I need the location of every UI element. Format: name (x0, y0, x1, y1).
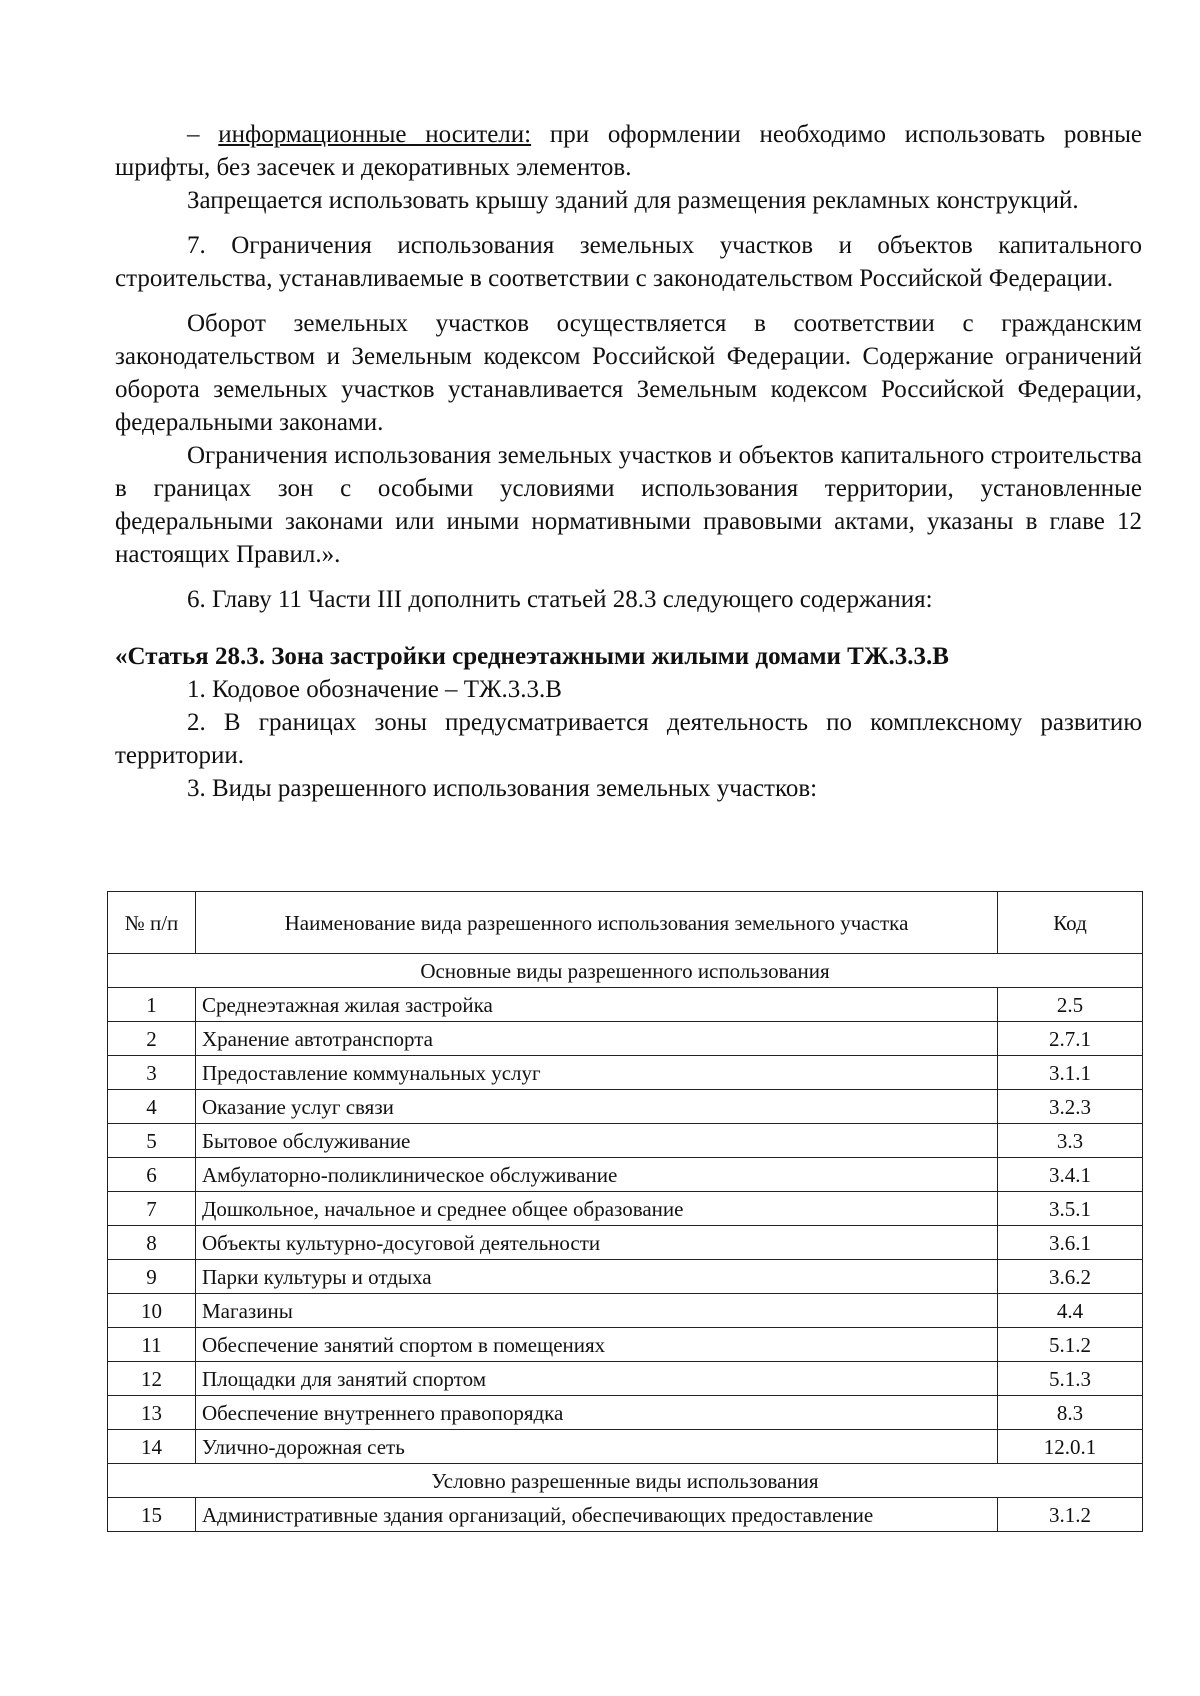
cell-number: 2 (108, 1022, 196, 1056)
cell-name: Магазины (196, 1294, 998, 1328)
roof-prohibition-paragraph: Запрещается использовать крышу зданий для размещения рекламных конструкций. (187, 187, 1079, 214)
cell-code: 3.6.1 (998, 1226, 1143, 1260)
cell-code: 2.7.1 (998, 1022, 1143, 1056)
cell-code: 3.3 (998, 1124, 1143, 1158)
table-row (108, 1294, 1143, 1328)
cell-code: 5.1.2 (998, 1328, 1143, 1362)
turnover-paragraph: Оборот земельных участков осуществляется в соответствии с гражданским законодательством и Земельным кодексом Российской Федерации. Содержание ограничений оборота земельных участков устанавливается Земельным кодексом Российской Федерации, федеральными законами. (115, 310, 1142, 436)
table-row (108, 1226, 1143, 1260)
item7-paragraph: 7. Ограничения использования земельных участков и объектов капитального строительства, устанавливаемые в соответствии с законодательством Российской Федерации. (115, 232, 1142, 292)
cell-number: 6 (108, 1158, 196, 1192)
article-title: «Статья 28.3. Зона застройки среднеэтажными жилыми домами ТЖ.3.3.В (115, 643, 949, 670)
permitted-use-intro: 3. Виды разрешенного использования земельных участков: (187, 775, 818, 802)
cell-number: 5 (108, 1124, 196, 1158)
cell-name: Амбулаторно-поликлиническое обслуживание (196, 1158, 998, 1192)
permitted-use-table (107, 891, 1143, 1532)
header-number: № п/п (108, 892, 196, 954)
cell-code: 3.5.1 (998, 1192, 1143, 1226)
cell-number: 10 (108, 1294, 196, 1328)
cell-number: 11 (108, 1328, 196, 1362)
table-row (108, 1260, 1143, 1294)
restrictions-paragraph: Ограничения использования земельных участков и объектов капитального строительства в границах зон с особыми условиями использования территории, установленные федеральными законами или иными нормативными правовыми актами, указаны в главе 12 настоящих Правил.». (115, 442, 1142, 568)
cell-code: 3.1.2 (998, 1498, 1143, 1532)
header-code: Код (998, 892, 1143, 954)
table-row (108, 988, 1143, 1022)
table-row (108, 1158, 1143, 1192)
table-row (108, 1362, 1143, 1396)
cell-name: Обеспечение внутреннего правопорядка (196, 1396, 998, 1430)
cell-number: 8 (108, 1226, 196, 1260)
cell-name: Площадки для занятий спортом (196, 1362, 998, 1396)
cell-number: 3 (108, 1056, 196, 1090)
cell-name: Объекты культурно-досуговой деятельности (196, 1226, 998, 1260)
header-name: Наименование вида разрешенного использования земельного участка (196, 892, 998, 954)
cell-name: Предоставление коммунальных услуг (196, 1056, 998, 1090)
document-body (115, 118, 1142, 805)
table-row (108, 1396, 1143, 1430)
cell-code: 12.0.1 (998, 1430, 1143, 1464)
cell-name: Дошкольное, начальное и среднее общее образование (196, 1192, 998, 1226)
table-row (108, 1192, 1143, 1226)
cell-code: 4.4 (998, 1294, 1143, 1328)
table-header-row (108, 892, 1143, 954)
section-row-conditional (108, 1464, 1143, 1498)
table-row (108, 1430, 1143, 1464)
code-designation-paragraph: 1. Кодовое обозначение – ТЖ.3.3.В (187, 676, 562, 703)
table-row (108, 1022, 1143, 1056)
cell-name: Парки культуры и отдыха (196, 1260, 998, 1294)
cell-number: 4 (108, 1090, 196, 1124)
cell-code: 2.5 (998, 988, 1143, 1022)
cell-code: 3.6.2 (998, 1260, 1143, 1294)
item6-paragraph: 6. Главу 11 Части III дополнить статьей 28.3 следующего содержания: (187, 586, 933, 613)
cell-name: Хранение автотранспорта (196, 1022, 998, 1056)
section-row-main (108, 954, 1143, 988)
cell-number: 15 (108, 1498, 196, 1532)
cell-number: 14 (108, 1430, 196, 1464)
table-row (108, 1124, 1143, 1158)
table-row (108, 1056, 1143, 1090)
cell-code: 3.1.1 (998, 1056, 1143, 1090)
table-row (108, 1328, 1143, 1362)
table-row (108, 1090, 1143, 1124)
cell-number: 13 (108, 1396, 196, 1430)
cell-name: Среднеэтажная жилая застройка (196, 988, 998, 1022)
cell-number: 9 (108, 1260, 196, 1294)
complex-development-paragraph: 2. В границах зоны предусматривается деятельность по комплексному развитию территории. (115, 709, 1142, 769)
table-row (108, 1498, 1143, 1532)
section-main-label: Основные виды разрешенного использования (108, 954, 1143, 988)
intro-underlined-term: информационные носители: (218, 121, 532, 148)
cell-number: 1 (108, 988, 196, 1022)
cell-name: Бытовое обслуживание (196, 1124, 998, 1158)
section-conditional-label: Условно разрешенные виды использования (108, 1464, 1143, 1498)
cell-name: Улично-дорожная сеть (196, 1430, 998, 1464)
cell-number: 7 (108, 1192, 196, 1226)
cell-number: 12 (108, 1362, 196, 1396)
cell-name: Административные здания организаций, обеспечивающих предоставление (196, 1498, 998, 1532)
intro-paragraph (115, 118, 1142, 184)
cell-code: 5.1.3 (998, 1362, 1143, 1396)
cell-code: 3.4.1 (998, 1158, 1143, 1192)
intro-dash: – (187, 121, 219, 148)
cell-name: Обеспечение занятий спортом в помещениях (196, 1328, 998, 1362)
cell-name: Оказание услуг связи (196, 1090, 998, 1124)
cell-code: 8.3 (998, 1396, 1143, 1430)
intro-rest: при оформлении необходимо использовать ровные шрифты, без засечек и декоративных элементов. (115, 121, 1143, 181)
cell-code: 3.2.3 (998, 1090, 1143, 1124)
